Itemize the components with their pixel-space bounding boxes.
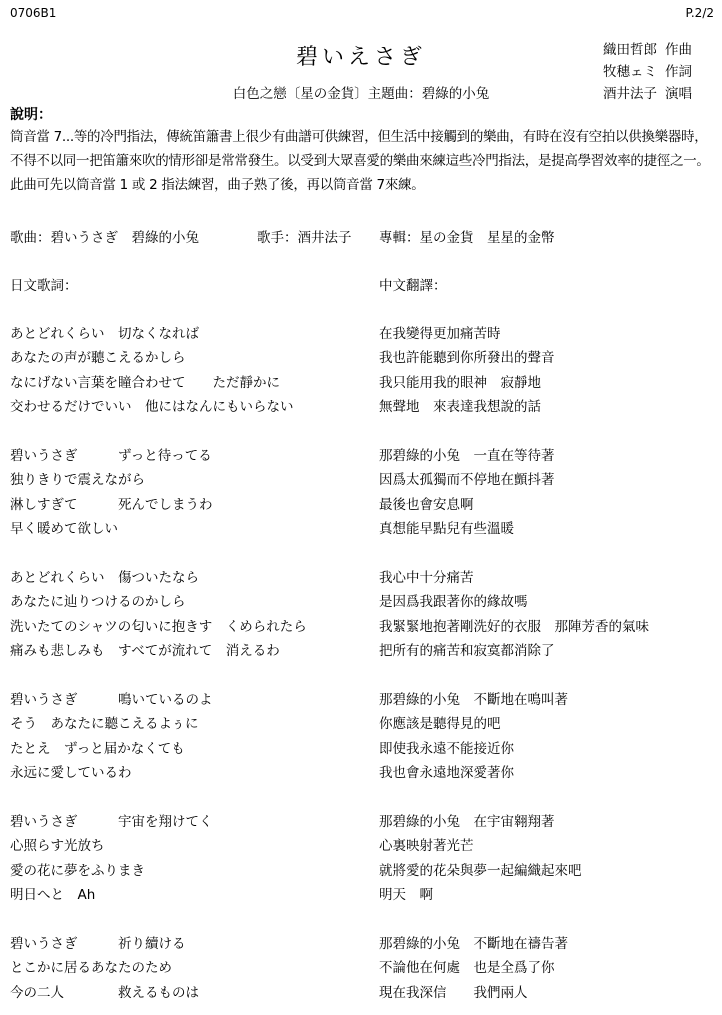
chinese-lyric-line: 最後也會安息啊 [379,496,474,513]
chinese-lyric-line: 我也許能聽到你所發出的聲音 [379,350,555,367]
album-name: 專輯：星の金貨 星星的金幣 [379,230,555,246]
song-title: 碧いえさぎ [295,45,426,70]
japanese-lyric-line: 交わせるだけでいい 他にはなんにもいらない [10,399,294,416]
japanese-lyric-line: あとどれくらい 傷ついたなら [10,570,199,586]
chinese-lyric-line: 不論他在何處 也是全爲了你 [379,960,555,977]
explanation-text: 筒音當 7...等的冷門指法，傳統笛簫書上很少有曲譜可供練習，但生活中接觸到的樂曲，有時在沒有空拍以供換樂器時，不得不以同一把笛簫來吹的情形卻是常常發生。以受到大眾喜愛的樂曲來練這些冷門指法，是提高學習效率的捷徑之一。此曲可先以筒音當 1 或 2 指法練習，曲子熟了後，再以筒音當 7來練。 [10,129,710,193]
song-info [10,226,555,246]
credit-singer [603,82,692,102]
japanese-lyric-line: なにげない言葉を瞳合わせて ただ靜かに [10,374,280,391]
chinese-lyric-line: 就將愛的花朵與夢一起編織起來吧 [379,862,582,879]
chinese-lyric-line: 那碧綠的小兔 一直在等待著 [379,448,555,464]
credit-name: 酒井法子 [603,86,657,102]
japanese-lyric-line: あなたの声が聽こえるかしら [10,350,186,367]
song-subtitle: 白色之戀〔星の金貨〕主題曲：碧綠的小兔 [232,86,490,102]
singer-name: 歌手：酒井法子 [257,230,352,246]
credit-composer [603,38,692,58]
japanese-lyric-line: あとどれくらい 切なくなれば [10,326,199,342]
chinese-lyric-line: 我緊緊地抱著剛洗好的衣服 那陣芳香的氣味 [379,618,649,635]
japanese-lyric-line: 淋しすぎて 死んでしまうわ [10,496,213,513]
credit-role: 作詞 [665,64,692,80]
japanese-lyric-line: 永远に愛しているわ [10,765,132,782]
chinese-lyric-line: 我只能用我的眼神 寂靜地 [379,374,541,391]
chinese-lyric-line: 真想能早點兒有些溫暖 [379,521,514,538]
chinese-lyric-line: 無聲地 來表達我想說的話 [379,399,541,416]
japanese-lyric-line: 洗いたてのシャツの匂いに抱きす くめられたら [10,618,307,635]
japanese-lyric-line: とこかに居るあなたのため [10,960,172,977]
japanese-lyrics-label: 日文歌詞： [10,278,78,294]
japanese-lyric-line: 碧いうさぎ 宇宙を翔けてく [10,814,213,830]
japanese-lyric-line: 早く暖めて欲しい [10,521,118,538]
chinese-lyric-line: 心裏映射著光芒 [379,838,474,855]
japanese-lyric-line: 愛の花に夢をふりまき [10,862,145,879]
japanese-lyric-line: 痛みも悲しみも すべてが流れて 消えるわ [10,643,280,660]
credit-lyricist [603,60,692,80]
japanese-lyric-line: 碧いうさぎ ずっと待ってる [10,448,212,464]
credit-name: 織田哲郎 [603,42,657,58]
japanese-lyric-line: 今の二人 救えるものは [10,984,199,1001]
chinese-lyric-line: 把所有的痛苦和寂寞都消除了 [379,643,555,660]
chinese-lyric-line: 你應該是聽得見的吧 [379,716,501,733]
chinese-lyric-line: 那碧綠的小兔 不斷地在禱告著 [379,936,568,952]
japanese-lyric-line: 明日へと Ah [10,887,96,904]
chinese-lyric-line: 那碧綠的小兔 在宇宙翱翔著 [379,814,555,830]
japanese-lyric-line: 独りきりで震えながら [10,472,145,489]
japanese-lyric-line: そう あなたに聽こえるよぅに [10,716,199,733]
credit-role: 演唱 [665,86,692,102]
credit-role: 作曲 [665,42,692,58]
japanese-lyric-line: 碧いうさぎ 鳴いているのよ [10,692,213,708]
chinese-lyric-line: 即使我永遠不能接近你 [379,740,514,757]
chinese-lyric-line: 我也會永遠地深愛著你 [379,765,514,782]
japanese-lyric-line: たとえ ずっと届かなくても [10,740,185,757]
japanese-lyric-line: 碧いうさぎ 祈り續ける [10,936,186,952]
page-number: P.2/2 [685,6,714,20]
chinese-lyric-line: 因爲太孤獨而不停地在顫抖著 [379,472,555,489]
explanation-label: 說明： [10,107,52,123]
japanese-lyric-line: あなたに辿りつけるのかしら [10,594,186,611]
credit-name: 牧穗ェミ [603,64,657,80]
japanese-lyric-line: 心照らす光放ち [10,838,105,855]
chinese-lyric-line: 在我變得更加痛苦時 [379,326,501,342]
chinese-lyric-line: 我心中十分痛苦 [379,570,474,586]
chinese-lyric-line: 現在我深信 我們兩人 [379,984,528,1001]
chinese-lyric-line: 是因爲我跟著你的緣故嗎 [379,594,528,611]
chinese-lyric-line: 那碧綠的小兔 不斷地在鳴叫著 [379,692,568,708]
document-code: 0706B1 [10,6,57,20]
chinese-lyric-line: 明天 啊 [379,887,433,904]
song-name: 歌曲：碧いうさぎ 碧綠的小兔 [10,230,199,246]
chinese-translation-label: 中文翻譯： [379,278,447,294]
